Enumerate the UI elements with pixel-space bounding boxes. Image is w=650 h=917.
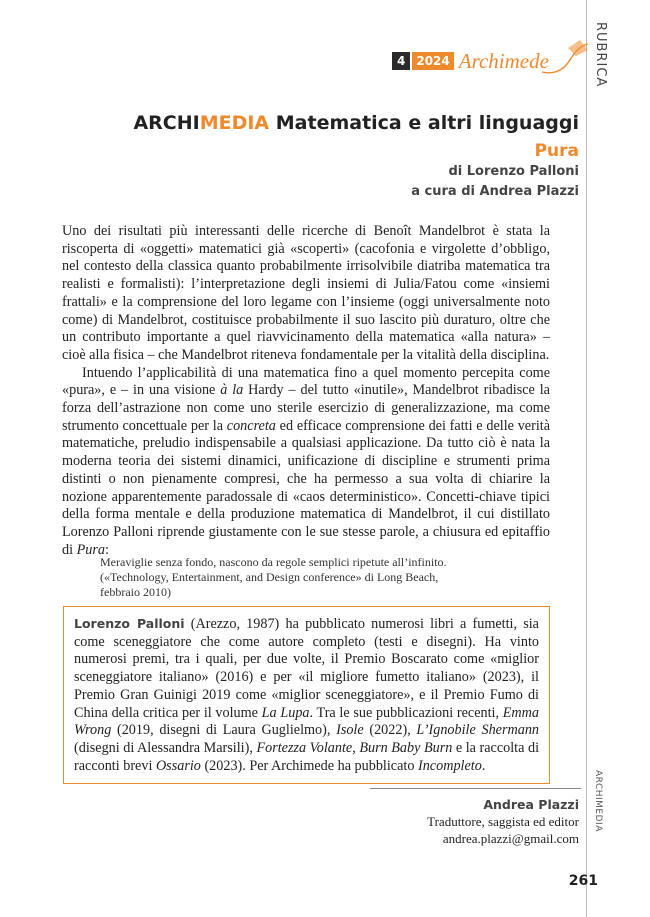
bio-text: (2019, disegni di Laura Guglielmo),	[111, 722, 337, 739]
signature-name: Andrea Plazzi	[483, 797, 579, 812]
magazine-name: Archimede	[458, 48, 549, 73]
section-label-vertical: RUBRICA	[593, 22, 608, 88]
margin-rule	[586, 0, 587, 917]
signature-email[interactable]: andrea.plazzi@gmail.com	[442, 831, 579, 846]
bio-work-title: Ossario	[155, 757, 201, 774]
author-bio-box	[63, 606, 550, 784]
bio-text: e la raccolta di racconti brevi	[74, 739, 540, 774]
issue-number: 4	[392, 52, 410, 70]
quote-date: febbraio 2010)	[100, 584, 171, 599]
signature-role: Traduttore, saggista ed editor	[427, 814, 579, 829]
logo-swirl-icon	[540, 40, 590, 80]
p2-italic: à la	[220, 382, 244, 399]
side-section-label: ARCHIMEDIA	[593, 770, 603, 832]
paragraph-2	[62, 365, 550, 560]
header-badge	[392, 48, 549, 73]
bio-work-title: Burn Baby Burn	[359, 739, 453, 756]
bio-work-title: L’Ignobile Shermann	[416, 722, 540, 739]
bio-work-title: Isole	[336, 722, 364, 739]
page-number: 261	[568, 873, 598, 889]
article-author: di Lorenzo Palloni	[448, 164, 579, 179]
p2-text: ed efficace comprensione dei fatti e delle verità matematiche, preludio indispensabile a qualsiasi applicazione. Da tutto ciò è nata la moderna teoria dei sistemi dinamici, unificazione di discipline e strumenti prima distinti o non pienamente compresi, che ha permesso a sua volta di chiarire la nozione apparentemente paradossale di «caos deterministico». Concetti-chiave tipici della forma mentale e della produzione matematica di Mandelbrot, il cui distillato Lorenzo Palloni riprende giustamente con le sue stesse parole, a chiusura ed epitaffio di	[62, 417, 550, 558]
bio-work-title: La Lupa	[261, 704, 310, 721]
article-curator: a cura di Andrea Plazzi	[411, 184, 579, 199]
bio-text: (disegni di Alessandra Marsili),	[74, 739, 257, 756]
quote-block	[100, 555, 520, 599]
bio-work-title: Incompleto	[417, 757, 482, 774]
quote-source: («Technology, Entertainment, and Design conference» di Long Beach,	[100, 569, 439, 584]
quote-text: Meraviglie senza fondo, nascono da regole semplici ripetute all’infinito.	[100, 555, 447, 569]
article-title	[133, 112, 579, 134]
bio-name: Lorenzo Palloni	[74, 616, 185, 631]
p2-italic: Pura	[76, 541, 105, 558]
bio-work-title: Fortezza Volante	[256, 739, 353, 756]
paragraph-1: Uno dei risultati più interessanti delle ricerche di Benoît Mandelbrot è stata la riscoperta di «oggetti» matematici già «scoperti» (cacofonia e virgolette d’obbligo, nel contesto della classica quanto probabilmente irrisolvibile diatriba matematica tra realisti e formalisti): l’interpretazione degli insiemi di Julia/Fatou come «insiemi frattali» e la comprensione del loro legame con l’insieme (oggi universalmente noto come) di Mandelbrot, costituisce probabilmente il suo lascito più duraturo, oltre che un contributo importante a quel riavvicinamento della matematica «alla natura» – cioè alla fisica – che Mandelbrot riteneva fondamentale per la vitalità della disciplina.	[62, 223, 550, 363]
bio-text: .	[481, 757, 486, 774]
bio-text: . Tra le sue pubblicazioni recenti,	[309, 704, 503, 721]
p2-text: Hardy – del tutto «inutile», Mandelbrot ribadisce la forza dell’astrazione non come uno sterile esercizio di generalizzazione, ma come strumento concettuale per la	[62, 382, 550, 434]
bio-text: (2022),	[363, 722, 417, 739]
title-part-media: MEDIA	[199, 112, 270, 134]
issue-year: 2024	[412, 52, 453, 70]
signature-divider	[370, 788, 581, 789]
article-body	[62, 223, 550, 559]
title-part-rest: Matematica e altri linguaggi	[269, 112, 579, 134]
article-subtitle: Pura	[534, 141, 579, 161]
bio-work-title: Emma Wrong	[74, 704, 539, 739]
bio-text: (Arezzo, 1987) ha pubblicato numerosi libri a fumetti, sia come sceneggiatore che come autore completo (testi e disegni). Ha vinto numerosi premi, tra i quali, per due volte, il Premio Boscarato come «miglior sceneggiatore italiano» (2016) e per «il migliore fumetto italiano» (2023), il Premio Gran Guinigi 2019 come «miglior sceneggiatore», e il Premio Fumo di China della critica per il volume	[74, 616, 539, 721]
p2-italic: concreta	[226, 417, 276, 434]
bio-text: ,	[352, 739, 360, 756]
p2-text: Intuendo l’applicabilità di una matematica fino a quel momento percepita come «pura», e – in una visione	[62, 364, 550, 399]
title-part-archi: ARCHI	[133, 112, 200, 134]
p2-text: :	[104, 541, 109, 558]
bio-text: (2023). Per Archimede ha pubblicato	[200, 757, 418, 774]
